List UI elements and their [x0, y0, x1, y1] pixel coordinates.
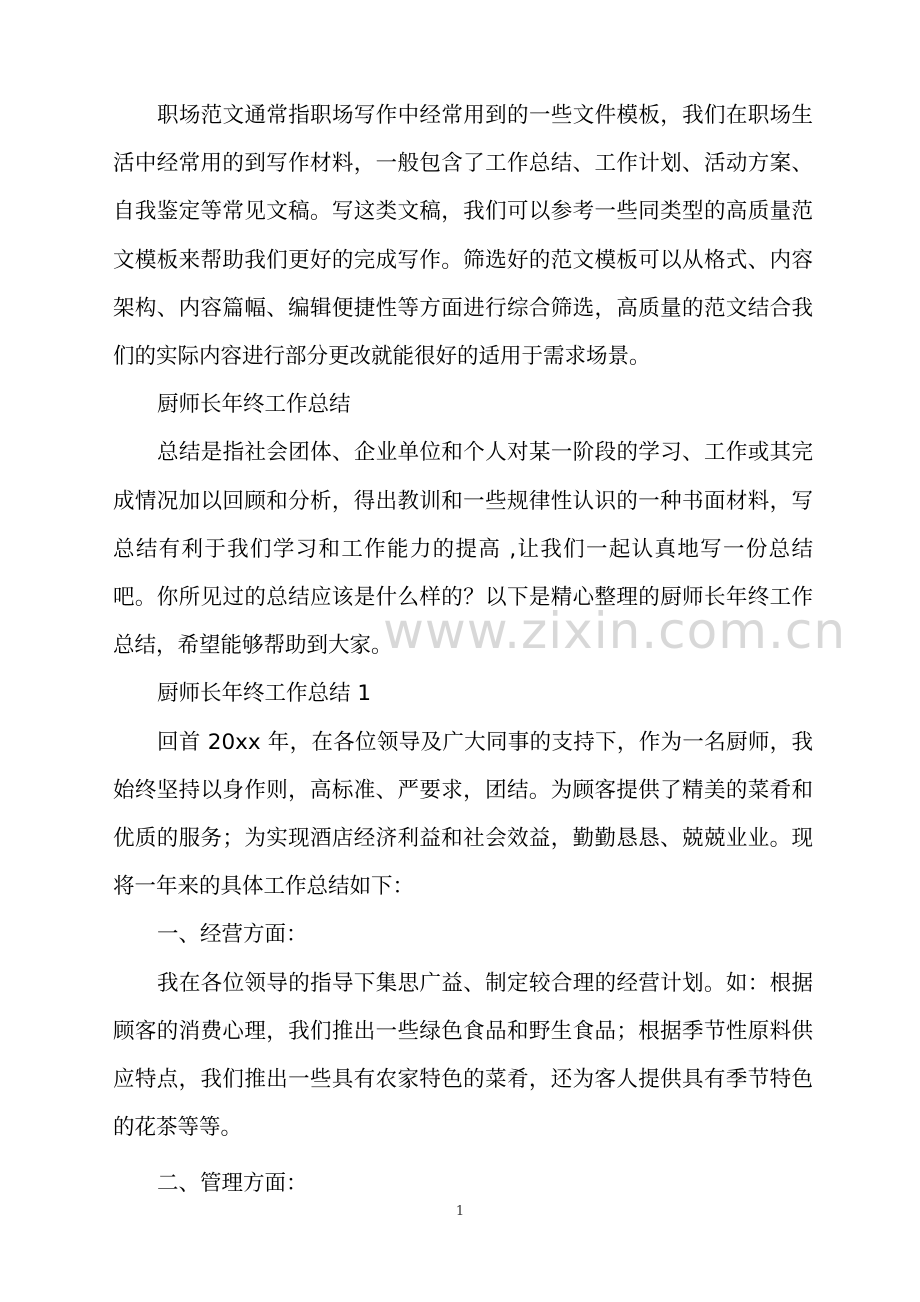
section-title-1: 厨师长年终工作总结 1 [157, 681, 372, 707]
heading-management: 二、管理方面： [157, 1171, 308, 1197]
heading-operations: 一、经营方面： [157, 922, 308, 948]
review-paragraph: 回首 20xx 年，在各位领导及广大同事的支持下，作为一名厨师，我始终坚持以身作则，高标准、严要求，团结。为顾客提供了精美的菜肴和优质的服务；为实现酒店经济利益和社会效益，勤勤恳恳、兢兢业业。现将一年来的具体工作总结如下： [113, 729, 813, 900]
page-number: 1 [455, 1204, 465, 1219]
summary-definition-paragraph: 总结是指社会团体、企业单位和个人对某一阶段的学习、工作或其完成情况加以回顾和分析，得出教训和一些规律性认识的一种书面材料，写总结有利于我们学习和工作能力的提高 ,让我们一起认真地写一份总结吧。你所见过的总结应该是什么样的？以下是精心整理的厨师长年终工作总结，希望能够帮助到大家。 [113, 440, 813, 659]
intro-paragraph: 职场范文通常指职场写作中经常用到的一些文件模板，我们在职场生活中经常用的到写作材料，一般包含了工作总结、工作计划、活动方案、自我鉴定等常见文稿。写这类文稿，我们可以参考一些同类型的高质量范文模板来帮助我们更好的完成写作。筛选好的范文模板可以从格式、内容架构、内容篇幅、编辑便捷性等方面进行综合筛选，高质量的范文结合我们的实际内容进行部分更改就能很好的适用于需求场景。 [113, 103, 813, 370]
watermark: www.zixin.com.cn [383, 602, 847, 660]
document-title: 厨师长年终工作总结 [157, 392, 351, 418]
operations-paragraph: 我在各位领导的指导下集思广益、制定较合理的经营计划。如：根据顾客的消费心理，我们推出一些绿色食品和野生食品；根据季节性原料供应特点，我们推出一些具有农家特色的菜肴，还为客人提供具有季节特色的花茶等等。 [113, 970, 813, 1141]
document-body [113, 92, 813, 1209]
